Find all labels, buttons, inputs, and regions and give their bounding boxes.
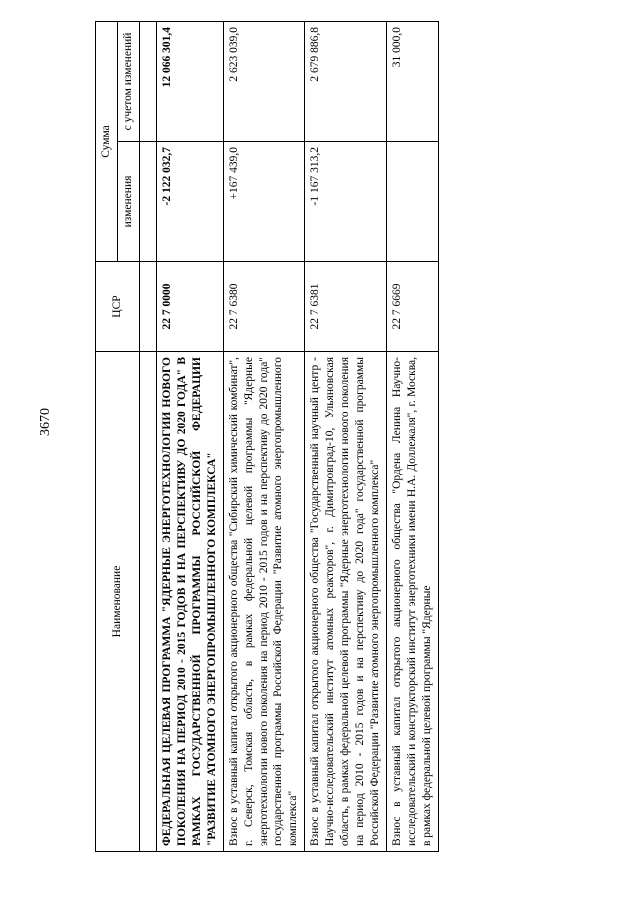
row-code: 22 7 6669	[387, 262, 439, 352]
row-name: ФЕДЕРАЛЬНАЯ ЦЕЛЕВАЯ ПРОГРАММА "ЯДЕРНЫЕ ЭНЕРГОТЕХНОЛОГИИ НОВОГО ПОКОЛЕНИЯ НА ПЕРИОД 2010 - 2015 ГОДОВ И НА ПЕРСПЕКТИВУ ДО 2020 ГОДА" В РАМКАХ ГОСУДАРСТВЕННОЙ ПРОГРАММЫ РОССИЙСКОЙ ФЕДЕРАЦИИ "РАЗВИТИЕ АТОМНОГО ЭНЕРГОПРОМЫШЛЕННОГО КОМПЛЕКСА"	[156, 352, 223, 852]
header-change: изменения	[117, 142, 139, 262]
header-with-changes: с учетом изменений	[117, 21, 139, 141]
budget-table	[95, 21, 439, 852]
row-name: Взнос в уставный капитал открытого акционерного общества "Государственный научный центр - Научно-исследовательский институт атомных реакторов", г. Димитровград-10, Ульяновская область, в рамках федеральной целевой программы "Ядерные энерготехнологии нового поколения на период 2010 - 2015 годов и на перспективу до 2020 года" государственной программы Российской Федерации "Развитие атомного энергопромышленного комплекса"	[305, 352, 387, 852]
spacer-cell	[139, 352, 156, 852]
spacer-row	[139, 21, 156, 851]
row-change	[387, 142, 439, 262]
spacer-cell	[139, 142, 156, 262]
header-sum: Сумма	[96, 21, 118, 261]
row-code: 22 7 6380	[223, 262, 305, 352]
row-total: 31 000,0	[387, 21, 439, 141]
row-total: 2 623 039,0	[223, 21, 305, 141]
row-name: Взнос в уставный капитал открытого акционерного общества "Сибирский химический комбинат", г. Северск, Томская область, в рамках федеральной целевой программы "Ядерные энерготехнологии нового поколения на период 2010 - 2015 годов и на перспективу до 2020 года" государственной программы Российской Федерации "Развитие атомного энергопромышленного комплекса"	[223, 352, 305, 852]
spacer-cell	[139, 262, 156, 352]
row-change: -2 122 032,7	[156, 142, 223, 262]
row-change: +167 439,0	[223, 142, 305, 262]
spacer-cell	[139, 21, 156, 141]
row-total: 12 066 301,4	[156, 21, 223, 141]
row-name: Взнос в уставный капитал открытого акционерного общества "Ордена Ленина Научно-исследовательский и конструкторский институт энерготехники имени Н.А. Доллежаля", г. Москва, в рамках федеральной целевой программы "Ядерные	[387, 352, 439, 852]
row-code: 22 7 0000	[156, 262, 223, 352]
header-name: Наименование	[96, 352, 140, 852]
row-change: -1 167 313,2	[305, 142, 387, 262]
row-total: 2 679 886,8	[305, 21, 387, 141]
table-row	[223, 21, 305, 851]
row-code: 22 7 6381	[305, 262, 387, 352]
rotated-table-container	[95, 22, 615, 852]
header-code: ЦСР	[96, 262, 140, 352]
page-number: 3670	[38, 408, 53, 436]
table-row	[156, 21, 223, 851]
table-row	[305, 21, 387, 851]
table-row	[387, 21, 439, 851]
